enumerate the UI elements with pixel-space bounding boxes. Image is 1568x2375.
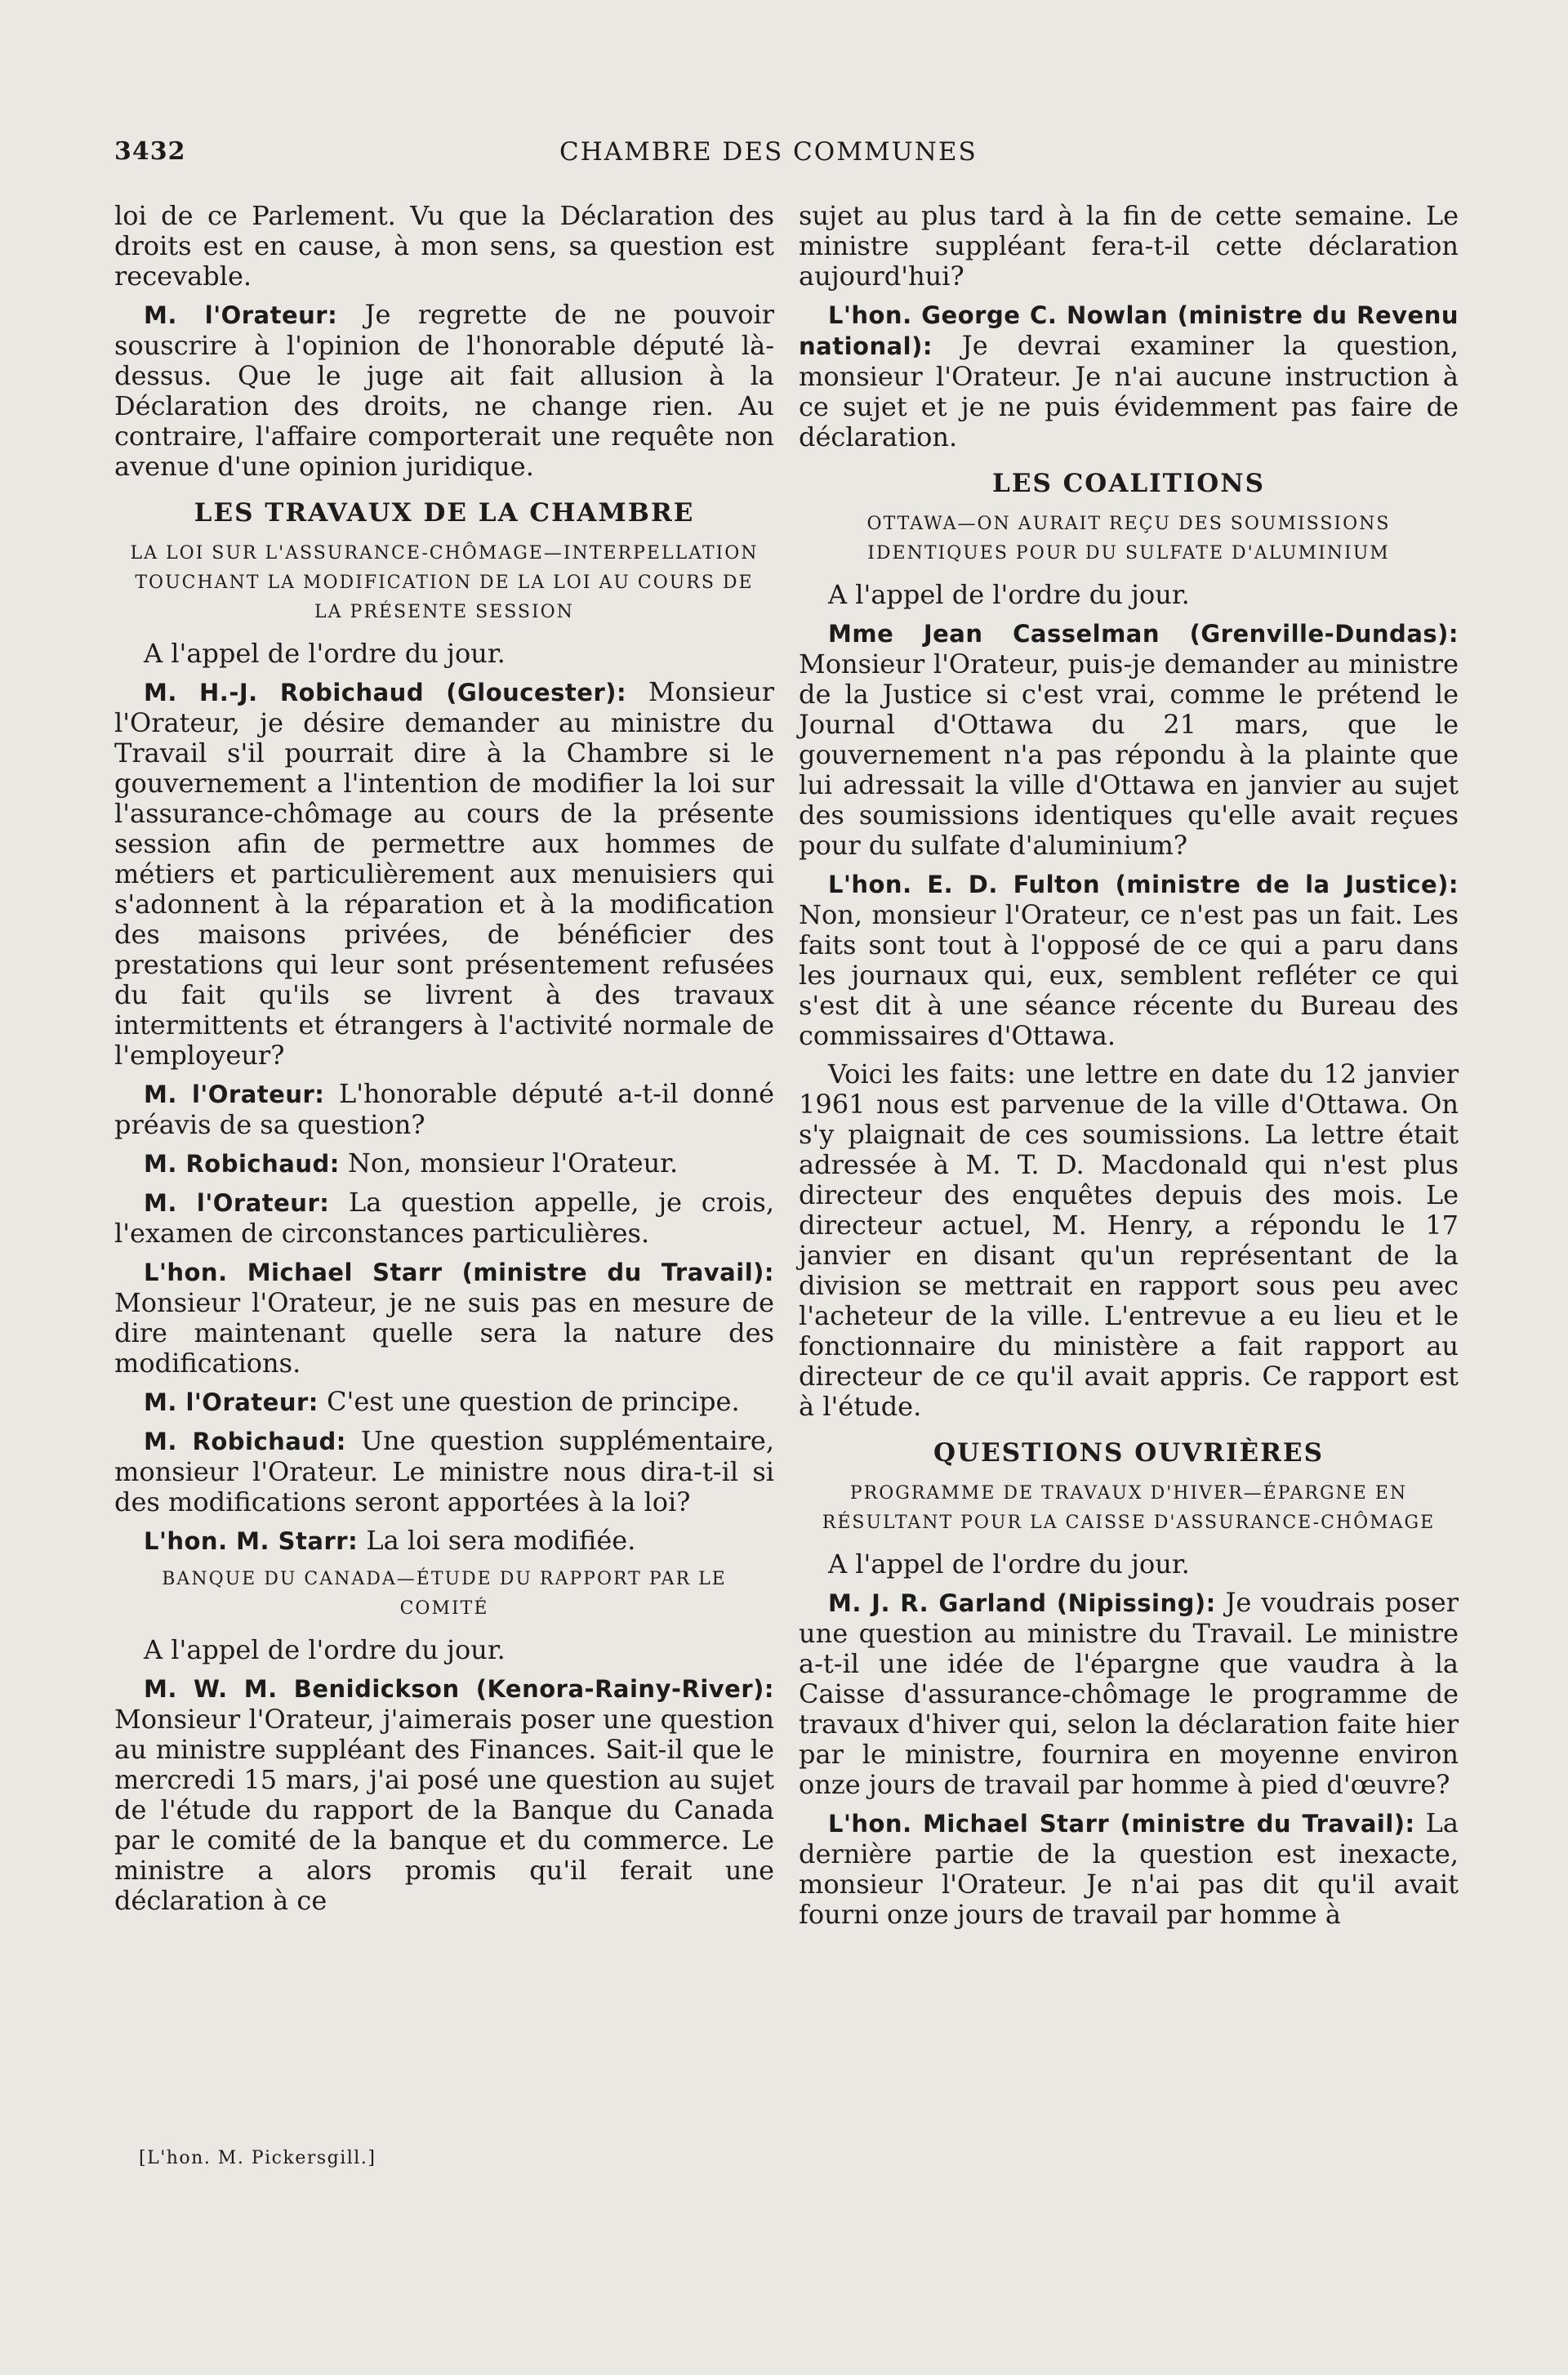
speech-text: Une question supplémentaire, monsieur l'Orateur. Le ministre nous dira-t-il si des modifications seront apportées à la loi? bbox=[114, 1425, 774, 1517]
speech-text: Je devrai examiner la question, monsieur l'Orateur. Je n'ai aucune instruction à ce sujet et je ne puis évidemment pas faire de déclaration. bbox=[799, 330, 1459, 452]
speech-paragraph bbox=[114, 1148, 774, 1179]
speech-paragraph bbox=[799, 1588, 1459, 1800]
speech-text: Je voudrais poser une question au ministre du Travail. Le ministre a-t-il une idée de l'épargne que vaudra à la Caisse d'assurance-chômage le programme de travaux d'hiver qui, selon la déclaration faite hier par le ministre, fournira en moyenne environ onze jours de travail par homme à pied d'œuvre? bbox=[799, 1587, 1459, 1800]
speaker-name: L'hon. George C. Nowlan (ministre du Revenu national): bbox=[799, 301, 1459, 360]
speech-text: C'est une question de principe. bbox=[318, 1386, 740, 1417]
speech-paragraph bbox=[114, 1387, 774, 1418]
speech-paragraph bbox=[114, 1526, 774, 1557]
section-heading: LES TRAVAUX DE LA CHAMBRE bbox=[194, 498, 695, 528]
right-column bbox=[799, 201, 1459, 1938]
speaker-name: M. l'Orateur: bbox=[144, 1081, 325, 1108]
speaker-name: M. J. R. Garland (Nipissing): bbox=[828, 1589, 1216, 1617]
section-heading: QUESTIONS OUVRIÈRES bbox=[933, 1438, 1324, 1468]
body-paragraph: A l'appel de l'ordre du jour. bbox=[144, 638, 506, 669]
speech-text: La loi sera modifiée. bbox=[358, 1525, 636, 1556]
section-subheading: LA LOI SUR L'ASSURANCE-CHÔMAGE—INTERPELLATION TOUCHANT LA MODIFICATION DE LA LOI AU COURS DE LA PRÉSENTE SESSION bbox=[130, 543, 759, 622]
speaker-name: L'hon. E. D. Fulton (ministre de la Justice): bbox=[828, 871, 1459, 898]
speech-text: Non, monsieur l'Orateur. bbox=[339, 1147, 679, 1179]
body-paragraph: A l'appel de l'ordre du jour. bbox=[828, 579, 1190, 610]
speaker-name: M. H.-J. Robichaud (Gloucester): bbox=[144, 679, 627, 706]
speaker-name: M. l'Orateur: bbox=[144, 1189, 330, 1217]
body-paragraph: A l'appel de l'ordre du jour. bbox=[144, 1634, 506, 1665]
speech-paragraph bbox=[799, 300, 1459, 452]
speaker-name: M. W. M. Benidickson (Kenora-Rainy-River): bbox=[144, 1675, 774, 1703]
speech-text: Monsieur l'Orateur, je désire demander au ministre du Travail s'il pourrait dire à la Chambre si le gouvernement a l'intention de modifier la loi sur l'assurance-chômage au cours de la présente session afin de permettre aux hommes de métiers et particulièrement aux menuisiers qui s'adonnent à la réparation et à la modification des maisons privées, de bénéficier des prestations qui leur sont présentement refusées du fait qu'ils se livrent à des travaux intermittents et étrangers à l'activité normale de l'employeur? bbox=[114, 676, 774, 1071]
speech-paragraph bbox=[799, 869, 1459, 1051]
running-head: CHAMBRE DES COMMUNES bbox=[559, 137, 978, 167]
speaker-name: M. l'Orateur: bbox=[144, 301, 338, 329]
speech-paragraph bbox=[114, 1426, 774, 1517]
section-subheading: BANQUE DU CANADA—ÉTUDE DU RAPPORT PAR LE COMITÉ bbox=[162, 1569, 727, 1619]
section-heading: LES COALITIONS bbox=[992, 469, 1265, 498]
speech-paragraph bbox=[799, 618, 1459, 861]
speaker-name: M. Robichaud: bbox=[144, 1428, 346, 1455]
speech-paragraph bbox=[114, 300, 774, 482]
left-column bbox=[114, 201, 774, 1924]
speech-paragraph bbox=[114, 1673, 774, 1916]
speech-text: Je regrette de ne pouvoir souscrire à l'opinion de l'honorable député là-dessus. Que le juge ait fait allusion à la Déclaration des droits, ne change rien. Au contraire, l'affaire comporterait une requête non avenue d'une opinion juridique. bbox=[114, 299, 775, 482]
section-subheading: PROGRAMME DE TRAVAUX D'HIVER—ÉPARGNE EN RÉSULTANT POUR LA CAISSE D'ASSURANCE-CHÔMAGE bbox=[822, 1483, 1436, 1533]
body-paragraph: Voici les faits: une lettre en date du 12 janvier 1961 nous est parvenue de la ville d'Ottawa. On s'y plaignait de ces soumissions. La lettre était adressée à M. T. D. Macdonald qui n'est plus directeur des enquêtes depuis des mois. Le directeur actuel, M. Henry, a répondu le 17 janvier en disant qu'un représentant de la division se mettrait en rapport sous peu avec l'acheteur de la ville. L'entrevue a eu lieu et le fonctionnaire du ministère a fait rapport au directeur de ce qu'il avait appris. Ce rapport est à l'étude. bbox=[799, 1058, 1459, 1422]
speech-text: Monsieur l'Orateur, puis-je demander au ministre de la Justice si c'est vrai, comme le prétend le Journal d'Ottawa du 21 mars, que le gouvernement n'a pas répondu à la plainte que lui adressait la ville d'Ottawa en janvier au sujet des soumissions identiques qu'elle avait reçues pour du sulfate d'aluminium? bbox=[799, 648, 1459, 861]
body-paragraph: sujet au plus tard à la fin de cette semaine. Le ministre suppléant fera-t-il cette déclaration aujourd'hui? bbox=[799, 200, 1459, 292]
speaker-name: Mme Jean Casselman (Grenville-Dundas): bbox=[828, 620, 1459, 648]
footer-attribution: [L'hon. M. Pickersgill.] bbox=[139, 2148, 376, 2168]
speech-paragraph bbox=[114, 677, 774, 1071]
speech-text: Monsieur l'Orateur, j'aimerais poser une question au ministre suppléant des Finances. Sait-il que le mercredi 15 mars, j'ai posé une question au sujet de l'étude du rapport de la Banque du Canada par le comité de la banque et du commerce. Le ministre a alors promis qu'il ferait une déclaration à ce bbox=[114, 1704, 774, 1916]
speech-text: Non, monsieur l'Orateur, ce n'est pas un fait. Les faits sont tout à l'opposé de ce qui a paru dans les journaux qui, eux, semblent refléter ce qui s'est dit à une séance récente du Bureau des commissaires d'Ottawa. bbox=[799, 899, 1459, 1051]
body-paragraph: A l'appel de l'ordre du jour. bbox=[828, 1548, 1190, 1580]
speech-text: La dernière partie de la question est inexacte, monsieur l'Orateur. Je n'ai pas dit qu'il avait fourni onze jours de travail par homme à bbox=[799, 1807, 1459, 1930]
speech-paragraph bbox=[114, 1079, 774, 1140]
speech-paragraph bbox=[114, 1257, 774, 1379]
speaker-name: M. l'Orateur: bbox=[144, 1388, 318, 1416]
speaker-name: L'hon. M. Starr: bbox=[144, 1527, 359, 1555]
speaker-name: L'hon. Michael Starr (ministre du Travail): bbox=[828, 1810, 1415, 1838]
speech-text: L'honorable député a-t-il donné préavis de sa question? bbox=[114, 1078, 774, 1140]
speech-paragraph bbox=[799, 1808, 1459, 1930]
page-header bbox=[0, 137, 1568, 176]
body-paragraph: loi de ce Parlement. Vu que la Déclaration des droits est en cause, à mon sens, sa question est recevable. bbox=[114, 200, 774, 292]
speaker-name: M. Robichaud: bbox=[144, 1150, 340, 1178]
speech-paragraph bbox=[114, 1188, 774, 1249]
speaker-name: L'hon. Michael Starr (ministre du Travail): bbox=[144, 1259, 774, 1286]
page-number: 3432 bbox=[114, 137, 186, 166]
speech-text: La question appelle, je crois, l'examen de circonstances particulières. bbox=[114, 1187, 775, 1249]
section-subheading: OTTAWA—ON AURAIT REÇU DES SOUMISSIONS IDENTIQUES POUR DU SULFATE D'ALUMINIUM bbox=[866, 514, 1391, 564]
speech-text: Monsieur l'Orateur, je ne suis pas en mesure de dire maintenant quelle sera la nature des modifications. bbox=[114, 1287, 774, 1379]
